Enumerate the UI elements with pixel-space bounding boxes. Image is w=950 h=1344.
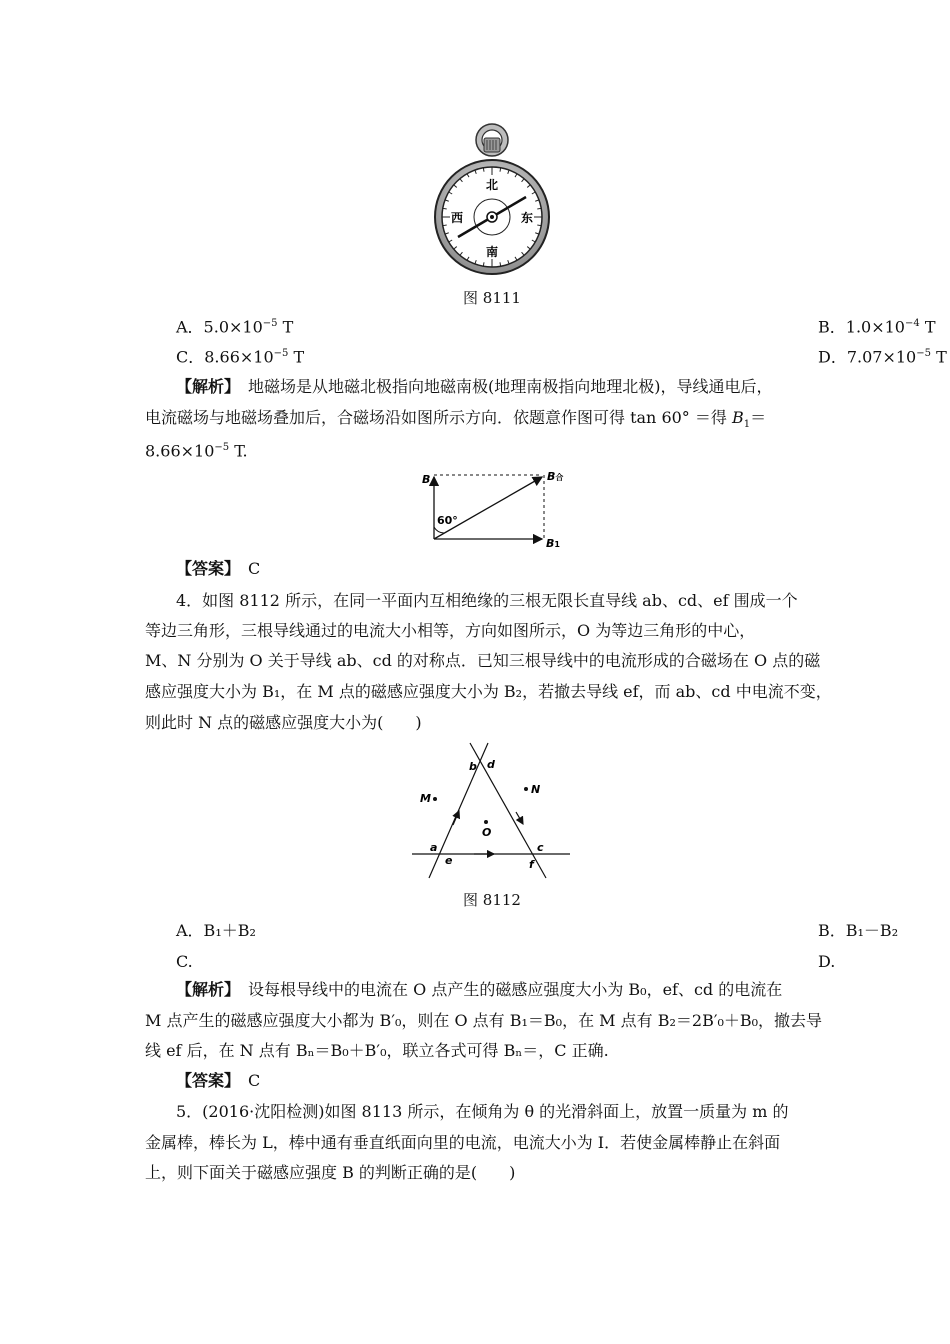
q5-line1: 5．(2016·沈阳检测)如图 8113 所示，在倾角为 θ 的光滑斜面上，放置一质量为 m 的 (176, 1102, 789, 1121)
q4-line1: 4．如图 8112 所示，在同一平面内互相绝缘的三根无限长直导线 ab、cd、ef 围成一个 (176, 591, 798, 610)
compass-tick (500, 168, 501, 172)
figure-caption-8111: 图 8111 (463, 289, 521, 307)
q3-option-c: C．$8.66\times 10^{-5}$ T (176, 347, 305, 367)
q4-line3: M、N 分别为 O 关于导线 ab、cd 的对称点．已知三根导线中的电流形成的合磁场在 O 点的磁 (145, 651, 821, 670)
q3-analysis-line2: 电流磁场与地磁场叠加后，合磁场沿如图所示方向．依题意作图可得 tan 60° ＝得 $B_1=$ (145, 408, 767, 431)
compass-west-label: 西 (450, 211, 464, 225)
compass-tick (537, 225, 541, 226)
q4-analysis-line2: M 点产生的磁感应强度大小都为 B′₀，则在 O 点有 B₁＝B₀，在 M 点有 B₂＝2B′₀＋B₀，撤去导 (145, 1011, 823, 1030)
q4-analysis-line3: 线 ef 后，在 N 点有 Bₙ＝B₀＋B′₀，联立各式可得 Bₙ＝，C 正确. (145, 1041, 609, 1060)
label-a: a (430, 841, 438, 854)
compass-tick (443, 225, 447, 226)
q3-analysis-line3: $8.66\times 10^{-5}$ T. (145, 441, 248, 461)
label-n: N (531, 783, 541, 796)
label-f: f (529, 858, 534, 871)
compass-east-label: 东 (520, 211, 534, 225)
label-e: e (445, 854, 453, 867)
q4-analysis-line1: 【解析】 设每根导线中的电流在 O 点产生的磁感应强度大小为 B₀，ef、cd 的电流在 (176, 980, 783, 999)
label-d: d (487, 758, 495, 771)
q4-option-d: D. (818, 952, 836, 971)
triangle-wire-figure (408, 740, 578, 880)
compass-south-label: 南 (485, 245, 499, 259)
q4-option-b: B．B₁－B₂ (818, 921, 899, 940)
figure-caption-8112: 图 8112 (463, 891, 521, 909)
q4-line4: 感应强度大小为 B₁，在 M 点的磁感应强度大小为 B₂，若撤去导线 ef，而 ab、cd 中电流不变， (145, 682, 832, 701)
q5-line3: 上，则下面关于磁感应强度 B 的判断正确的是( ) (145, 1163, 516, 1182)
q3-option-d: D．$7.07\times 10^{-5}$ T (818, 347, 947, 367)
q4-line5: 则此时 N 点的磁感应强度大小为( ) (145, 713, 422, 732)
label-m: M (420, 792, 431, 805)
vector-angle-label: 60° (437, 514, 458, 527)
q3-option-a: A．$5.0\times 10^{-5}$ T (176, 317, 294, 337)
label-o: O (482, 826, 492, 839)
q3-answer: 【答案】 C (176, 559, 261, 578)
compass-figure (430, 122, 554, 284)
compass-tick (483, 168, 484, 172)
q4-option-a: A．B₁＋B₂ (176, 921, 256, 940)
q4-line2: 等边三角形，三根导线通过的电流大小相等，方向如图所示，O 为等边三角形的中心， (145, 621, 756, 640)
compass-north-label: 北 (485, 178, 499, 192)
vector-label-b1: B1 (546, 537, 560, 550)
analysis-tag: 【解析】 (176, 377, 233, 396)
compass-tick (500, 262, 501, 266)
compass-tick (443, 208, 447, 209)
label-c: c (537, 841, 544, 854)
q4-answer: 【答案】 C (176, 1071, 261, 1090)
compass-tick (483, 262, 484, 266)
compass-tick (537, 208, 541, 209)
q4-option-c: C. (176, 952, 193, 971)
q3-option-b: B．$1.0\times 10^{-4}$ T (818, 317, 936, 337)
vector-label-bhe: B合 (547, 470, 564, 483)
q5-line2: 金属棒，棒长为 L，棒中通有垂直纸面向里的电流，电流大小为 I．若使金属棒静止在斜面 (145, 1133, 781, 1152)
label-b: b (469, 760, 477, 773)
vector-label-b: B (422, 473, 431, 486)
q3-analysis-line1: 【解析】 地磁场是从地磁北极指向地磁南极(地理南极指向地理北极)，导线通电后， (176, 377, 773, 396)
vector-diagram (410, 465, 570, 555)
